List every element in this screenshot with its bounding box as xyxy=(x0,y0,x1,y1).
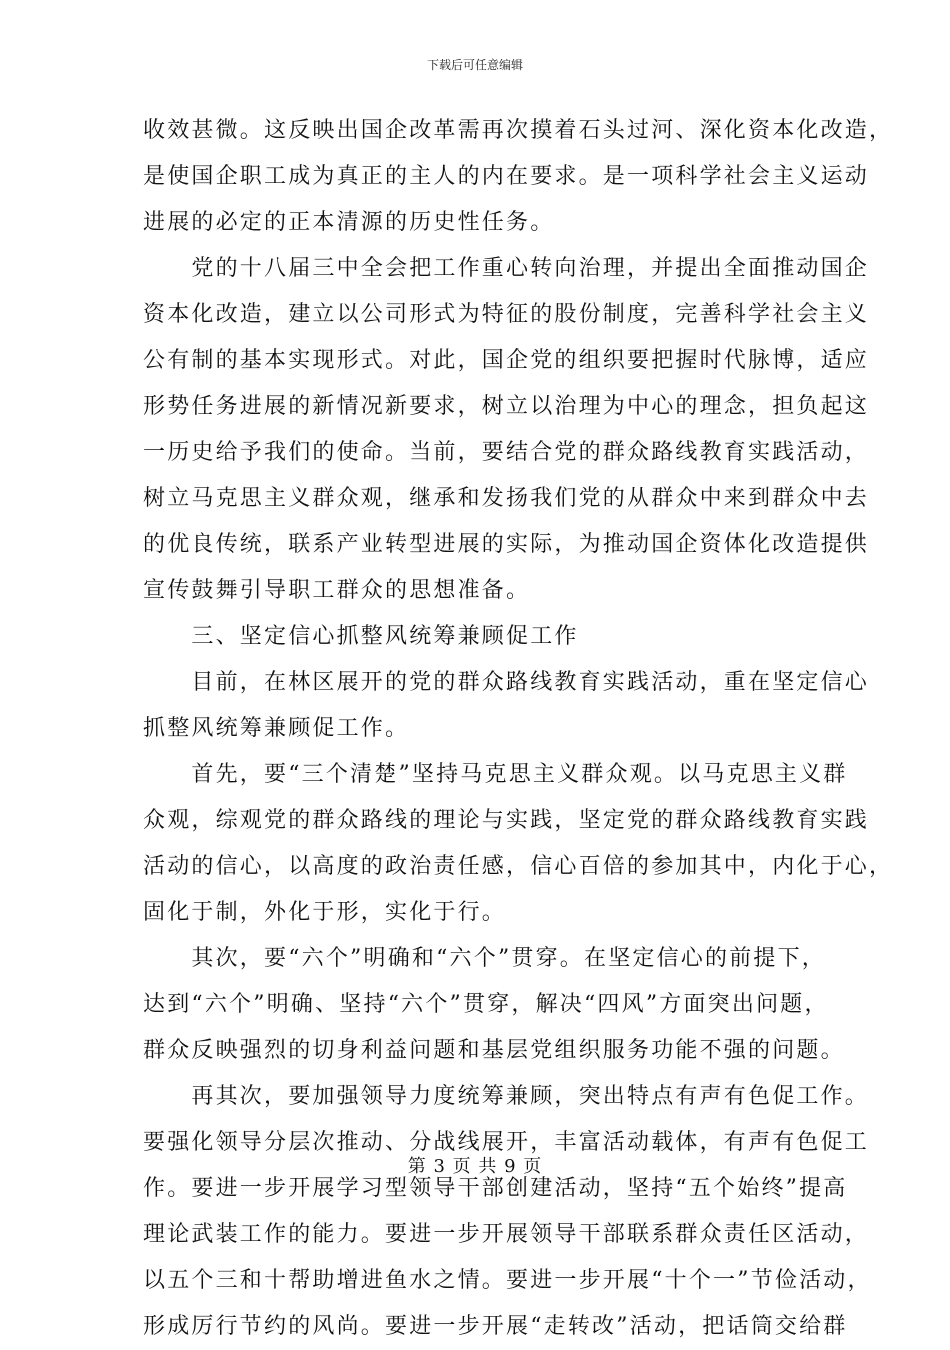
text-line: 以五个三和十帮助增进鱼水之情。要进一步开展“十个一”节俭活动， xyxy=(143,1268,872,1293)
text-line: 一历史给予我们的使命。当前，要结合党的群众路线教育实践活动， xyxy=(143,440,870,465)
text-line: 要强化领导分层次推动、分战线展开，丰富活动载体，有声有色促工 xyxy=(143,1130,870,1155)
text-line: 公有制的基本实现形式。对此，国企党的组织要把握时代脉博，适应 xyxy=(143,348,870,373)
text-line: 宣传鼓舞引导职工群众的思想准备。 xyxy=(143,578,531,603)
text-line: 抓整风统筹兼顾促工作。 xyxy=(143,716,410,741)
text-line: 再其次，要加强领导力度统筹兼顾，突出特点有声有色促工作。 xyxy=(143,1084,870,1109)
page-number: 第 3 页 共 9 页 xyxy=(407,1156,543,1177)
text-line: 进展的必定的正本清源的历史性任务。 xyxy=(143,210,555,235)
text-line: 党的十八届三中全会把工作重心转向治理，并提出全面推动国企 xyxy=(143,256,870,281)
text-line: 群众反映强烈的切身利益问题和基层党组织服务功能不强的问题。 xyxy=(143,1038,845,1063)
text-line: 首先，要“三个清楚”坚持马克思主义群众观。以马克思主义群 xyxy=(143,762,848,787)
section-heading: 三、坚定信心抓整风统筹兼顾促工作 xyxy=(143,624,579,649)
text-line: 众观，综观党的群众路线的理论与实践，坚定党的群众路线教育实践 xyxy=(143,808,870,833)
text-line: 理论武装工作的能力。要进一步开展领导干部联系群众责任区活动， xyxy=(143,1222,870,1247)
text-line: 达到“六个”明确、坚持“六个”贯穿，解决“四风”方面突出问题， xyxy=(143,992,829,1017)
text-line: 活动的信心，以高度的政治责任感，信心百倍的参加其中，内化于心， xyxy=(143,854,894,879)
text-line: 作。要进一步开展学习型领导干部创建活动，坚持“五个始终”提高 xyxy=(143,1176,848,1201)
text-line: 其次，要“六个”明确和“六个”贯穿。在坚定信心的前提下， xyxy=(143,946,826,971)
text-line: 资本化改造，建立以公司形式为特征的股份制度，完善科学社会主义 xyxy=(143,302,870,327)
text-line: 收效甚微。这反映出国企改革需再次摸着石头过河、深化资本化改造， xyxy=(143,118,894,143)
text-line: 固化于制，外化于形，实化于行。 xyxy=(143,900,507,925)
text-line: 的优良传统，联系产业转型进展的实际，为推动国企资体化改造提供 xyxy=(143,532,870,557)
text-line: 树立马克思主义群众观，继承和发扬我们党的从群众中来到群众中去 xyxy=(143,486,870,511)
text-line: 形势任务进展的新情况新要求，树立以治理为中心的理念，担负起这 xyxy=(143,394,870,419)
page-header: 下载后可任意编辑 xyxy=(426,58,523,72)
text-line: 是使国企职工成为真正的主人的内在要求。是一项科学社会主义运动 xyxy=(143,164,870,189)
text-line: 形成厉行节约的风尚。要进一步开展“走转改”活动，把话筒交给群 xyxy=(143,1314,848,1339)
text-line: 目前，在林区展开的党的群众路线教育实践活动，重在坚定信心 xyxy=(143,670,870,695)
